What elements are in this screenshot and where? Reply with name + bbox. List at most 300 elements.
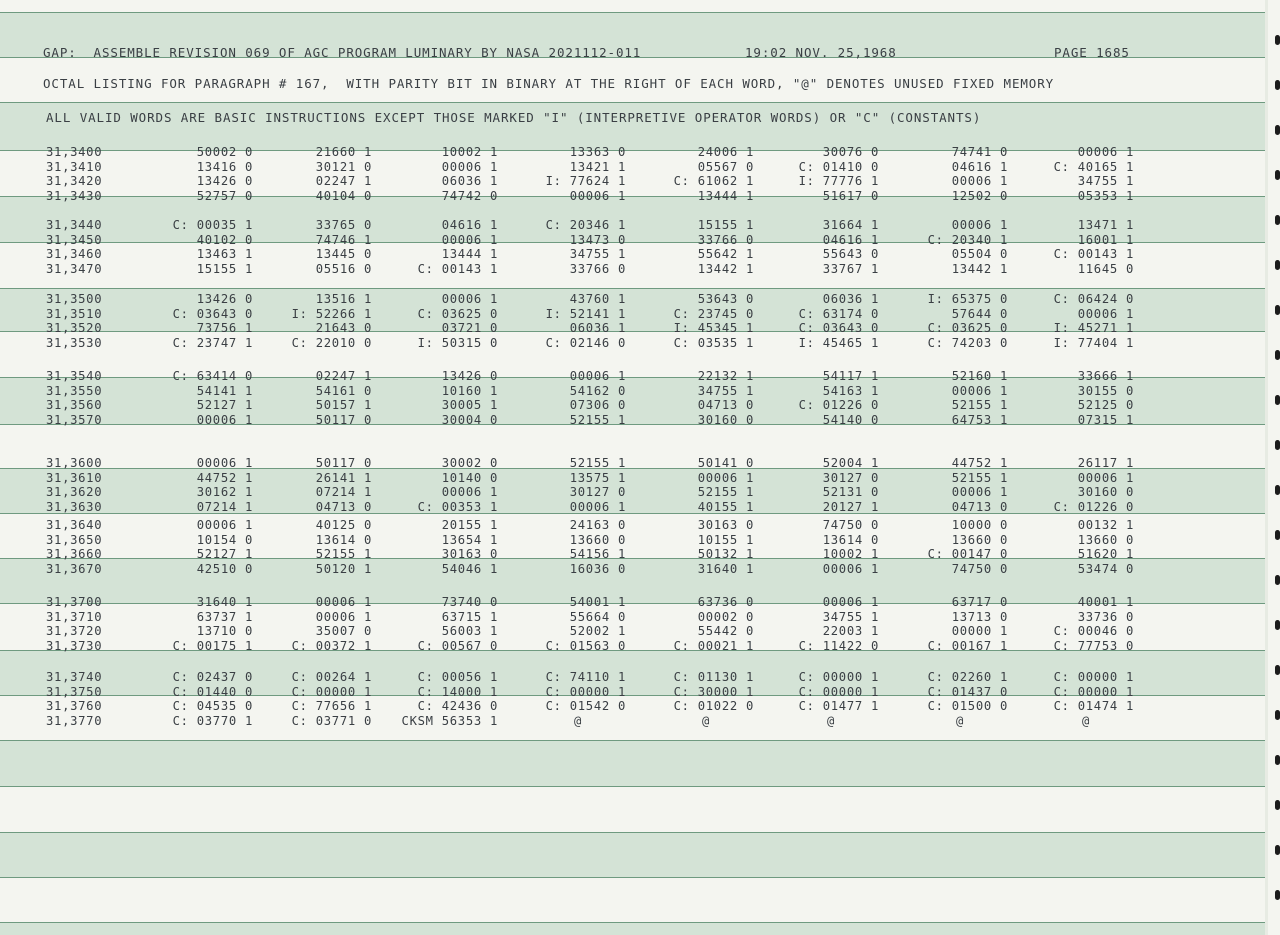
octal-word: 00006 1	[697, 470, 754, 485]
listing-address: 31,3460	[46, 247, 103, 262]
listing-address: 31,3410	[46, 159, 103, 174]
octal-word: C: 00000 1	[1053, 684, 1134, 699]
octal-word: 15155 1	[697, 218, 754, 232]
octal-word: C: 03643 0	[798, 321, 879, 336]
octal-word: C: 42436 0	[417, 699, 498, 714]
tractor-feed-hole	[1275, 305, 1280, 315]
band-rule	[0, 196, 1265, 197]
octal-word: 00006 1	[1077, 470, 1134, 485]
octal-word: 52155 1	[569, 412, 626, 427]
octal-word: 30127 0	[822, 470, 879, 485]
octal-word: 73756 1	[196, 321, 253, 336]
tractor-feed-hole	[1275, 485, 1280, 495]
tractor-feed-hole	[1275, 215, 1280, 225]
listing-address: 31,3530	[46, 335, 103, 350]
octal-word: 15155 1	[196, 261, 253, 276]
octal-word: 40102 0	[196, 232, 253, 247]
octal-word: 74742 0	[441, 188, 498, 203]
band-rule	[0, 877, 1265, 878]
listing-address: 31,3660	[46, 547, 103, 562]
octal-word: C: 00000 1	[545, 684, 626, 699]
octal-word: C: 02146 0	[545, 335, 626, 350]
octal-word: 34755 1	[1077, 174, 1134, 189]
octal-word: 55664 0	[569, 609, 626, 624]
octal-word: 11645 0	[1077, 261, 1134, 276]
listing-address: 31,3770	[46, 713, 103, 728]
octal-word: 00006 1	[441, 232, 498, 247]
octal-word: C: 00056 1	[417, 670, 498, 684]
octal-word: C: 00143 1	[417, 261, 498, 276]
octal-word: 26117 1	[1077, 456, 1134, 470]
octal-word: I: 52141 1	[545, 306, 626, 321]
green-bar-band	[0, 558, 1265, 603]
octal-word: 74746 1	[315, 232, 372, 247]
listing-address: 31,3700	[46, 595, 103, 609]
octal-word: 30163 0	[441, 547, 498, 562]
band-rule	[0, 102, 1265, 103]
octal-word: C: 00046 0	[1053, 624, 1134, 639]
octal-word: 13710 0	[196, 624, 253, 639]
octal-word: 54156 1	[569, 547, 626, 562]
octal-word: 10155 1	[697, 532, 754, 547]
octal-word: 63736 0	[697, 595, 754, 609]
octal-word: 00006 1	[441, 292, 498, 306]
tractor-feed-hole	[1275, 35, 1280, 45]
listing-address: 31,3620	[46, 485, 103, 500]
octal-word: 40104 0	[315, 188, 372, 203]
octal-word: 00006 1	[951, 383, 1008, 398]
octal-word: 30127 0	[569, 485, 626, 500]
listing-address: 31,3470	[46, 261, 103, 276]
tractor-feed-hole	[1275, 800, 1280, 810]
octal-word: I: 77776 1	[798, 174, 879, 189]
octal-word: 05353 1	[1077, 188, 1134, 203]
band-rule	[0, 424, 1265, 425]
listing-address: 31,3760	[46, 699, 103, 714]
octal-word: 52155 1	[569, 456, 626, 470]
green-bar-band	[0, 740, 1265, 786]
listing-address: 31,3640	[46, 518, 103, 532]
octal-word: 13426 0	[196, 174, 253, 189]
octal-word: C: 00021 1	[673, 638, 754, 653]
octal-word: 30162 1	[196, 485, 253, 500]
unused-memory-marker: @	[1081, 713, 1090, 728]
octal-word: C: 14000 1	[417, 684, 498, 699]
octal-word: 07214 1	[315, 485, 372, 500]
listing-address: 31,3510	[46, 306, 103, 321]
octal-word: C: 00372 1	[291, 638, 372, 653]
octal-word: C: 01563 0	[545, 638, 626, 653]
octal-word: C: 00000 1	[798, 684, 879, 699]
octal-word: 13444 1	[697, 188, 754, 203]
listing-address: 31,3740	[46, 670, 103, 684]
listing-address: 31,3550	[46, 383, 103, 398]
octal-word: C: 02437 0	[172, 670, 253, 684]
octal-word: 00006 1	[441, 485, 498, 500]
octal-word: 06036 1	[441, 174, 498, 189]
octal-word: 13516 1	[315, 292, 372, 306]
octal-word: C: 00264 1	[291, 670, 372, 684]
octal-word: 07315 1	[1077, 412, 1134, 427]
octal-word: 00006 1	[569, 369, 626, 383]
band-rule	[0, 603, 1265, 604]
octal-word: 10160 1	[441, 383, 498, 398]
listing-address: 31,3730	[46, 638, 103, 653]
octal-word: 31640 1	[196, 595, 253, 609]
octal-word: 22132 1	[697, 369, 754, 383]
octal-word: 54140 0	[822, 412, 879, 427]
octal-word: C: 30000 1	[673, 684, 754, 699]
tractor-feed-hole	[1275, 80, 1280, 90]
listing-address: 31,3520	[46, 321, 103, 336]
octal-word: 20155 1	[441, 518, 498, 532]
octal-word: 52757 0	[196, 188, 253, 203]
octal-word: C: 63414 0	[172, 369, 253, 383]
octal-word: 02247 1	[315, 369, 372, 383]
listing-address: 31,3630	[46, 499, 103, 514]
octal-word: C: 03625 0	[417, 306, 498, 321]
octal-word: C: 74203 0	[927, 335, 1008, 350]
octal-word: 50141 0	[697, 456, 754, 470]
tractor-feed-hole	[1275, 890, 1280, 900]
tractor-feed-hole	[1275, 845, 1280, 855]
listing-address: 31,3750	[46, 684, 103, 699]
tractor-feed-hole	[1275, 710, 1280, 720]
octal-word: 50002 0	[196, 145, 253, 159]
octal-word: 52155 1	[315, 547, 372, 562]
octal-word: 21643 0	[315, 321, 372, 336]
octal-word: 13421 1	[569, 159, 626, 174]
octal-word: 13575 1	[569, 470, 626, 485]
octal-word: 04616 1	[822, 232, 879, 247]
octal-word: 52002 1	[569, 624, 626, 639]
octal-word: C: 01130 1	[673, 670, 754, 684]
tractor-feed-hole	[1275, 350, 1280, 360]
octal-word: 52127 1	[196, 547, 253, 562]
octal-word: 34755 1	[822, 609, 879, 624]
octal-word: 54163 1	[822, 383, 879, 398]
octal-word: 40125 0	[315, 518, 372, 532]
octal-word: I: 77624 1	[545, 174, 626, 189]
octal-word: 55642 1	[697, 247, 754, 262]
octal-word: 26141 1	[315, 470, 372, 485]
octal-word: 04713 0	[697, 398, 754, 413]
listing-address: 31,3720	[46, 624, 103, 639]
octal-word: C: 00035 1	[172, 218, 253, 232]
octal-word: 13426 0	[441, 369, 498, 383]
octal-word: 22003 1	[822, 624, 879, 639]
octal-word: C: 74110 1	[545, 670, 626, 684]
octal-word: 44752 1	[196, 470, 253, 485]
octal-word: 04713 0	[951, 499, 1008, 514]
listing-address: 31,3600	[46, 456, 103, 470]
octal-word: C: 00147 0	[927, 547, 1008, 562]
octal-word: CKSM 56353 1	[401, 713, 498, 728]
octal-word: 05504 0	[951, 247, 1008, 262]
octal-word: 33736 0	[1077, 609, 1134, 624]
octal-word: 31664 1	[822, 218, 879, 232]
band-rule	[0, 468, 1265, 469]
octal-word: 00006 1	[951, 174, 1008, 189]
octal-word: 30121 0	[315, 159, 372, 174]
octal-word: 13713 0	[951, 609, 1008, 624]
octal-word: 52155 1	[951, 470, 1008, 485]
octal-word: 00006 1	[822, 595, 879, 609]
octal-word: I: 45271 1	[1053, 321, 1134, 336]
octal-word: C: 23745 0	[673, 306, 754, 321]
octal-word: 56003 1	[441, 624, 498, 639]
octal-word: 40001 1	[1077, 595, 1134, 609]
octal-word: 02247 1	[315, 174, 372, 189]
octal-word: 74750 0	[951, 561, 1008, 576]
octal-word: 44752 1	[951, 456, 1008, 470]
octal-word: 10002 1	[822, 547, 879, 562]
header-legend: ALL VALID WORDS ARE BASIC INSTRUCTIONS EXCEPT THOSE MARKED "I" (INTERPRETIVE OPERATOR WORDS) OR "C" (CONSTANTS)	[46, 110, 982, 125]
octal-word: 57644 0	[951, 306, 1008, 321]
octal-word: 34755 1	[569, 247, 626, 262]
octal-word: 13442 1	[697, 261, 754, 276]
octal-word: 30163 0	[697, 518, 754, 532]
octal-word: 13426 0	[196, 292, 253, 306]
octal-word: 00006 1	[951, 485, 1008, 500]
octal-word: 13660 0	[1077, 532, 1134, 547]
octal-word: C: 00175 1	[172, 638, 253, 653]
octal-word: 54141 1	[196, 383, 253, 398]
octal-word: C: 01226 0	[1053, 499, 1134, 514]
octal-word: 13614 0	[315, 532, 372, 547]
unused-memory-marker: @	[701, 713, 710, 728]
octal-word: 53474 0	[1077, 561, 1134, 576]
octal-word: 24163 0	[569, 518, 626, 532]
octal-word: 73740 0	[441, 595, 498, 609]
octal-word: 00002 0	[697, 609, 754, 624]
unused-memory-marker: @	[955, 713, 964, 728]
octal-word: C: 20346 1	[545, 218, 626, 232]
green-bar-band	[0, 922, 1265, 935]
octal-word: 63737 1	[196, 609, 253, 624]
octal-word: C: 01022 0	[673, 699, 754, 714]
octal-word: 54046 1	[441, 561, 498, 576]
octal-word: 03721 0	[441, 321, 498, 336]
octal-word: 52160 1	[951, 369, 1008, 383]
octal-word: 55643 0	[822, 247, 879, 262]
octal-word: 00006 1	[822, 561, 879, 576]
octal-word: I: 50315 0	[417, 335, 498, 350]
octal-word: 05567 0	[697, 159, 754, 174]
octal-word: C: 01437 0	[927, 684, 1008, 699]
octal-word: 52125 0	[1077, 398, 1134, 413]
octal-word: C: 00167 1	[927, 638, 1008, 653]
band-rule	[0, 832, 1265, 833]
octal-word: C: 20340 1	[927, 232, 1008, 247]
octal-word: C: 03625 0	[927, 321, 1008, 336]
octal-word: 74750 0	[822, 518, 879, 532]
band-rule	[0, 242, 1265, 243]
octal-word: C: 03770 1	[172, 713, 253, 728]
octal-word: 00006 1	[315, 595, 372, 609]
octal-word: 30076 0	[822, 145, 879, 159]
octal-word: 33766 0	[569, 261, 626, 276]
octal-word: 63717 0	[951, 595, 1008, 609]
octal-word: 13473 0	[569, 232, 626, 247]
band-rule	[0, 558, 1265, 559]
octal-word: C: 00567 0	[417, 638, 498, 653]
octal-word: C: 00000 1	[1053, 670, 1134, 684]
octal-word: 33766 0	[697, 232, 754, 247]
octal-word: 51620 1	[1077, 547, 1134, 562]
octal-word: I: 45345 1	[673, 321, 754, 336]
octal-word: C: 01410 0	[798, 159, 879, 174]
octal-word: 10140 0	[441, 470, 498, 485]
octal-word: 50117 0	[315, 412, 372, 427]
octal-word: 30002 0	[441, 456, 498, 470]
unused-memory-marker: @	[573, 713, 582, 728]
octal-word: C: 01474 1	[1053, 699, 1134, 714]
octal-word: C: 77656 1	[291, 699, 372, 714]
octal-word: 54161 0	[315, 383, 372, 398]
octal-word: C: 11422 0	[798, 638, 879, 653]
octal-word: 00006 1	[441, 159, 498, 174]
octal-word: 07306 0	[569, 398, 626, 413]
octal-word: 31640 1	[697, 561, 754, 576]
octal-word: C: 03771 0	[291, 713, 372, 728]
octal-word: 00006 1	[569, 499, 626, 514]
octal-word: 21660 1	[315, 145, 372, 159]
octal-word: C: 63174 0	[798, 306, 879, 321]
octal-word: 13363 0	[569, 145, 626, 159]
octal-word: 30004 0	[441, 412, 498, 427]
listing-address: 31,3430	[46, 188, 103, 203]
octal-word: C: 01477 1	[798, 699, 879, 714]
octal-word: 04713 0	[315, 499, 372, 514]
octal-word: 00006 1	[1077, 145, 1134, 159]
octal-word: 04616 1	[951, 159, 1008, 174]
octal-word: 54162 0	[569, 383, 626, 398]
octal-word: C: 77753 0	[1053, 638, 1134, 653]
octal-word: 52131 0	[822, 485, 879, 500]
octal-word: 33767 1	[822, 261, 879, 276]
octal-word: 30160 0	[1077, 485, 1134, 500]
band-rule	[0, 150, 1265, 151]
octal-word: C: 01500 0	[927, 699, 1008, 714]
octal-word: 54001 1	[569, 595, 626, 609]
octal-word: I: 65375 0	[927, 292, 1008, 306]
octal-word: 12502 0	[951, 188, 1008, 203]
octal-word: 13614 0	[822, 532, 879, 547]
octal-word: C: 03643 0	[172, 306, 253, 321]
band-rule	[0, 922, 1265, 923]
octal-word: 30160 0	[697, 412, 754, 427]
octal-word: 10002 1	[441, 145, 498, 159]
tractor-feed-hole	[1275, 665, 1280, 675]
octal-word: 52127 1	[196, 398, 253, 413]
listing-address: 31,3610	[46, 470, 103, 485]
octal-word: 53643 0	[697, 292, 754, 306]
listing-address: 31,3570	[46, 412, 103, 427]
tractor-feed-hole	[1275, 575, 1280, 585]
octal-word: 00006 1	[315, 609, 372, 624]
unused-memory-marker: @	[826, 713, 835, 728]
octal-word: 30005 1	[441, 398, 498, 413]
listing-address: 31,3650	[46, 532, 103, 547]
octal-word: 40155 1	[697, 499, 754, 514]
band-rule	[0, 12, 1265, 13]
octal-word: C: 40165 1	[1053, 159, 1134, 174]
octal-word: 42510 0	[196, 561, 253, 576]
octal-word: 00000 1	[951, 624, 1008, 639]
octal-word: C: 01542 0	[545, 699, 626, 714]
octal-word: C: 22010 0	[291, 335, 372, 350]
octal-word: 52155 1	[697, 485, 754, 500]
band-rule	[0, 786, 1265, 787]
octal-word: C: 01226 0	[798, 398, 879, 413]
octal-word: 13660 0	[569, 532, 626, 547]
octal-word: 13444 1	[441, 247, 498, 262]
octal-word: 00006 1	[569, 188, 626, 203]
tractor-feed-hole	[1275, 170, 1280, 180]
octal-word: 51617 0	[822, 188, 879, 203]
octal-word: 43760 1	[569, 292, 626, 306]
octal-word: C: 00000 1	[798, 670, 879, 684]
octal-word: 10154 0	[196, 532, 253, 547]
listing-address: 31,3710	[46, 609, 103, 624]
green-bar-band	[0, 377, 1265, 424]
octal-word: 33765 0	[315, 218, 372, 232]
listing-address: 31,3670	[46, 561, 103, 576]
octal-word: 13660 0	[951, 532, 1008, 547]
octal-word: 00006 1	[951, 218, 1008, 232]
octal-word: 34755 1	[697, 383, 754, 398]
tractor-feed-hole	[1275, 125, 1280, 135]
tractor-feed-hole	[1275, 440, 1280, 450]
tractor-feed-hole	[1275, 395, 1280, 405]
octal-word: 50157 1	[315, 398, 372, 413]
listing-address: 31,3540	[46, 369, 103, 383]
header-page-number: PAGE 1685	[1054, 45, 1130, 60]
header-listing-description: OCTAL LISTING FOR PARAGRAPH # 167, WITH PARITY BIT IN BINARY AT THE RIGHT OF EACH WORD, "@" DENOTES UNUSED FIXED MEMORY	[43, 76, 1055, 91]
tractor-feed-hole	[1275, 530, 1280, 540]
octal-word: 00006 1	[196, 518, 253, 532]
octal-word: 13442 1	[951, 261, 1008, 276]
octal-word: 64753 1	[951, 412, 1008, 427]
octal-word: 06036 1	[569, 321, 626, 336]
octal-word: 06036 1	[822, 292, 879, 306]
octal-word: 50132 1	[697, 547, 754, 562]
tractor-feed-hole	[1275, 260, 1280, 270]
octal-word: 55442 0	[697, 624, 754, 639]
octal-word: 16001 1	[1077, 232, 1134, 247]
octal-word: 35007 0	[315, 624, 372, 639]
octal-word: 05516 0	[315, 261, 372, 276]
octal-word: 50117 0	[315, 456, 372, 470]
octal-word: 63715 1	[441, 609, 498, 624]
octal-word: I: 52266 1	[291, 306, 372, 321]
octal-word: 33666 1	[1077, 369, 1134, 383]
octal-word: 10000 0	[951, 518, 1008, 532]
octal-word: C: 04535 0	[172, 699, 253, 714]
octal-word: C: 06424 0	[1053, 292, 1134, 306]
octal-word: 00006 1	[196, 412, 253, 427]
header-timestamp: 19:02 NOV. 25,1968	[745, 45, 897, 60]
octal-word: 13416 0	[196, 159, 253, 174]
octal-word: 13471 1	[1077, 218, 1134, 232]
octal-word: C: 00353 1	[417, 499, 498, 514]
octal-word: 07214 1	[196, 499, 253, 514]
octal-word: 52004 1	[822, 456, 879, 470]
listing-address: 31,3560	[46, 398, 103, 413]
octal-word: 13654 1	[441, 532, 498, 547]
octal-word: 00132 1	[1077, 518, 1134, 532]
